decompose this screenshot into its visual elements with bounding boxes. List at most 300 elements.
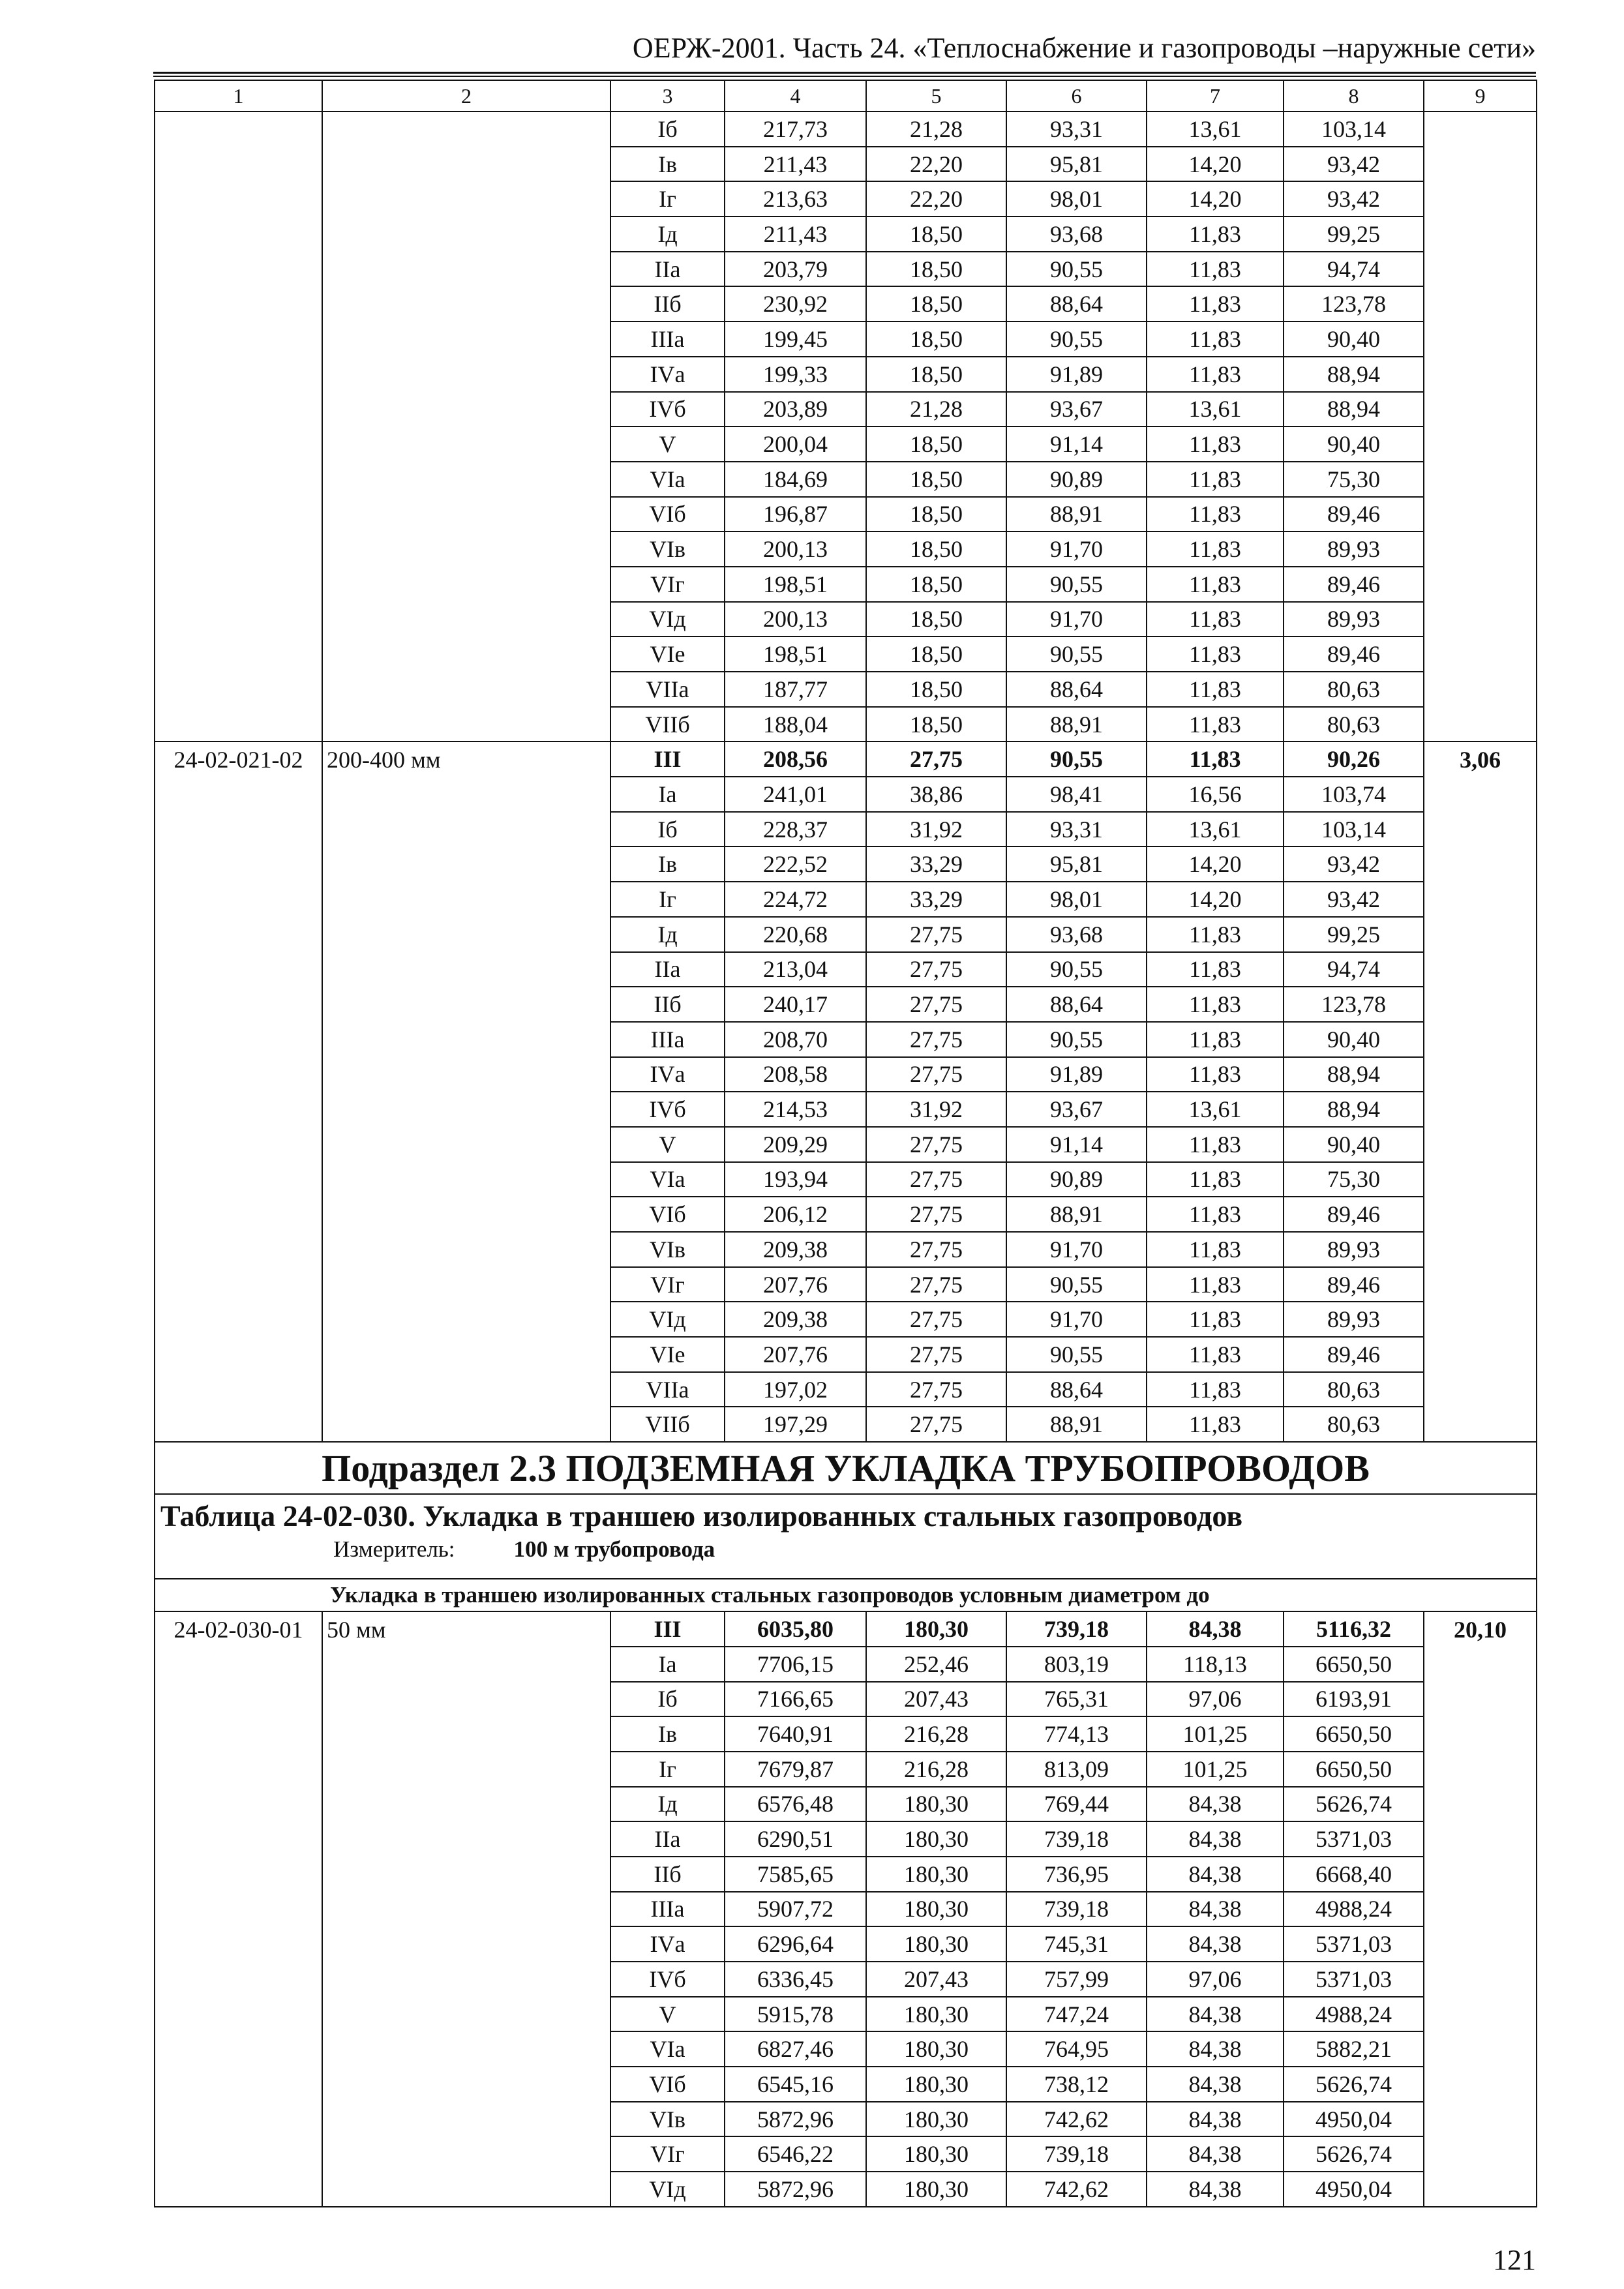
value-cell: 103,74	[1284, 777, 1424, 812]
value-cell: 84,38	[1147, 2136, 1284, 2172]
value-cell: 27,75	[866, 987, 1006, 1022]
value-cell: 98,41	[1006, 777, 1147, 812]
header-rule	[153, 72, 1536, 77]
value-cell: 93,42	[1284, 147, 1424, 182]
zone-cell: IIIа	[610, 1022, 725, 1057]
value-cell: 742,62	[1006, 2102, 1147, 2137]
value-cell: 11,83	[1147, 952, 1284, 987]
value-cell: 90,26	[1284, 741, 1424, 777]
value-cell: 18,50	[866, 497, 1006, 532]
value-cell: 18,50	[866, 531, 1006, 567]
value-cell: 11,83	[1147, 1057, 1284, 1092]
zone-cell: V	[610, 426, 725, 462]
rate-code-cell: 24-02-021-02	[155, 741, 322, 1442]
value-cell: 27,75	[866, 917, 1006, 952]
value-cell: 31,92	[866, 812, 1006, 847]
value-cell: 224,72	[725, 882, 866, 917]
zone-cell: VIд	[610, 1302, 725, 1337]
value-cell: 94,74	[1284, 952, 1424, 987]
value-cell: 216,28	[866, 1716, 1006, 1752]
value-cell: 89,46	[1284, 1337, 1424, 1372]
zone-cell: Iб	[610, 812, 725, 847]
value-cell: 207,43	[866, 1962, 1006, 1997]
value-cell: 90,55	[1006, 322, 1147, 357]
value-cell: 91,70	[1006, 531, 1147, 567]
value-cell: 27,75	[866, 1232, 1006, 1267]
value-cell: 99,25	[1284, 917, 1424, 952]
zone-cell: IVа	[610, 1926, 725, 1962]
value-cell: 5371,03	[1284, 1962, 1424, 1997]
value-cell: 6290,51	[725, 1821, 866, 1857]
zone-cell: VIа	[610, 1162, 725, 1197]
value-cell: 11,83	[1147, 741, 1284, 777]
column-number-cell: 7	[1147, 80, 1284, 112]
value-cell: 209,38	[725, 1302, 866, 1337]
value-cell: 203,89	[725, 392, 866, 427]
value-cell: 88,94	[1284, 357, 1424, 392]
value-cell: 80,63	[1284, 1372, 1424, 1407]
value-cell: 5872,96	[725, 2102, 866, 2137]
value-cell: 5872,96	[725, 2172, 866, 2207]
zone-cell: VIб	[610, 497, 725, 532]
value-cell: 4950,04	[1284, 2172, 1424, 2207]
value-cell: 197,29	[725, 1407, 866, 1442]
table-title-cell	[155, 1494, 1537, 1579]
value-cell: 180,30	[866, 1926, 1006, 1962]
value-cell: 747,24	[1006, 1997, 1147, 2032]
value-cell: 11,83	[1147, 426, 1284, 462]
value-cell: 90,40	[1284, 1127, 1424, 1162]
value-cell: 84,38	[1147, 1926, 1284, 1962]
value-cell: 200,04	[725, 426, 866, 462]
value-cell: 213,04	[725, 952, 866, 987]
value-cell: 11,83	[1147, 286, 1284, 322]
value-cell: 27,75	[866, 1057, 1006, 1092]
table-row	[155, 741, 1537, 777]
zone-cell: Iг	[610, 181, 725, 217]
value-cell: 803,19	[1006, 1647, 1147, 1682]
value-cell: 84,38	[1147, 2102, 1284, 2137]
value-cell: 27,75	[866, 1022, 1006, 1057]
value-cell: 13,61	[1147, 812, 1284, 847]
zone-cell: VIе	[610, 1337, 725, 1372]
value-cell: 11,83	[1147, 672, 1284, 707]
value-cell: 89,46	[1284, 497, 1424, 532]
value-cell: 84,38	[1147, 1857, 1284, 1892]
value-cell: 252,46	[866, 1647, 1006, 1682]
value-cell: 6336,45	[725, 1962, 866, 1997]
value-cell: 5626,74	[1284, 2067, 1424, 2102]
value-cell: 94,74	[1284, 252, 1424, 287]
value-cell: 769,44	[1006, 1787, 1147, 1822]
value-cell: 241,01	[725, 777, 866, 812]
value-cell: 89,46	[1284, 636, 1424, 672]
zone-cell: Iг	[610, 1752, 725, 1787]
value-cell: 4988,24	[1284, 1997, 1424, 2032]
column-number-cell: 9	[1424, 80, 1537, 112]
value-cell: 739,18	[1006, 1821, 1147, 1857]
value-cell: 89,93	[1284, 602, 1424, 637]
value-cell: 89,46	[1284, 567, 1424, 602]
meter-value: 100 м трубопровода	[513, 1536, 715, 1563]
value-cell: 97,06	[1147, 1682, 1284, 1717]
value-cell: 21,28	[866, 392, 1006, 427]
value-cell: 97,06	[1147, 1962, 1284, 1997]
value-cell: 27,75	[866, 1337, 1006, 1372]
value-cell: 91,70	[1006, 1232, 1147, 1267]
value-cell: 180,30	[866, 2031, 1006, 2067]
zone-cell: IVа	[610, 357, 725, 392]
value-cell: 774,13	[1006, 1716, 1147, 1752]
zone-cell: V	[610, 1127, 725, 1162]
value-cell: 93,68	[1006, 917, 1147, 952]
value-cell: 80,63	[1284, 672, 1424, 707]
value-cell: 180,30	[866, 1787, 1006, 1822]
value-cell: 13,61	[1147, 1092, 1284, 1127]
value-cell: 90,55	[1006, 741, 1147, 777]
value-cell: 5626,74	[1284, 2136, 1424, 2172]
value-cell: 91,89	[1006, 1057, 1147, 1092]
zone-cell: VIв	[610, 531, 725, 567]
zone-cell: Iа	[610, 777, 725, 812]
value-cell: 84,38	[1147, 1821, 1284, 1857]
value-cell: 208,56	[725, 741, 866, 777]
group-caption-row	[155, 1579, 1537, 1611]
value-cell: 5371,03	[1284, 1926, 1424, 1962]
zone-cell: VIа	[610, 2031, 725, 2067]
subsection-title: Подраздел 2.3 ПОДЗЕМНАЯ УКЛАДКА ТРУБОПРОВОДОВ	[155, 1442, 1537, 1494]
rate-code-cell: 24-02-030-01	[155, 1611, 322, 2207]
value-cell: 91,14	[1006, 426, 1147, 462]
value-cell: 200,13	[725, 531, 866, 567]
value-cell: 123,78	[1284, 286, 1424, 322]
labor-norm-cell	[1424, 112, 1537, 741]
value-cell: 18,50	[866, 286, 1006, 322]
column-number-cell: 1	[155, 80, 322, 112]
value-cell: 6650,50	[1284, 1647, 1424, 1682]
zone-cell: VIд	[610, 602, 725, 637]
value-cell: 91,70	[1006, 1302, 1147, 1337]
value-cell: 16,56	[1147, 777, 1284, 812]
value-cell: 11,83	[1147, 1407, 1284, 1442]
value-cell: 4988,24	[1284, 1892, 1424, 1927]
table-body	[155, 80, 1537, 2207]
value-cell: 88,64	[1006, 286, 1147, 322]
value-cell: 18,50	[866, 217, 1006, 252]
column-number-cell: 4	[725, 80, 866, 112]
table-row	[155, 112, 1537, 147]
value-cell: 11,83	[1147, 1337, 1284, 1372]
zone-cell: VIа	[610, 462, 725, 497]
value-cell: 5882,21	[1284, 2031, 1424, 2067]
zone-cell: Iд	[610, 1787, 725, 1822]
value-cell: 11,83	[1147, 217, 1284, 252]
value-cell: 80,63	[1284, 1407, 1424, 1442]
value-cell: 180,30	[866, 1611, 1006, 1647]
zone-cell: VIг	[610, 2136, 725, 2172]
value-cell: 27,75	[866, 741, 1006, 777]
value-cell: 745,31	[1006, 1926, 1147, 1962]
value-cell: 18,50	[866, 462, 1006, 497]
diameter-cell: 200-400 мм	[322, 741, 610, 1442]
zone-cell: IVб	[610, 1962, 725, 1997]
value-cell: 93,67	[1006, 1092, 1147, 1127]
value-cell: 203,79	[725, 252, 866, 287]
value-cell: 88,91	[1006, 1197, 1147, 1232]
value-cell: 88,91	[1006, 707, 1147, 742]
value-cell: 123,78	[1284, 987, 1424, 1022]
value-cell: 90,89	[1006, 1162, 1147, 1197]
value-cell: 14,20	[1147, 846, 1284, 882]
value-cell: 90,55	[1006, 567, 1147, 602]
value-cell: 90,40	[1284, 322, 1424, 357]
value-cell: 88,64	[1006, 672, 1147, 707]
value-cell: 6545,16	[725, 2067, 866, 2102]
zone-cell: Iг	[610, 882, 725, 917]
value-cell: 14,20	[1147, 181, 1284, 217]
value-cell: 11,83	[1147, 531, 1284, 567]
running-header: ОЕРЖ-2001. Часть 24. «Теплоснабжение и газопроводы –наружные сети»	[632, 32, 1536, 64]
value-cell: 230,92	[725, 286, 866, 322]
value-cell: 89,93	[1284, 531, 1424, 567]
value-cell: 84,38	[1147, 1611, 1284, 1647]
value-cell: 5371,03	[1284, 1821, 1424, 1857]
value-cell: 90,40	[1284, 426, 1424, 462]
value-cell: 90,40	[1284, 1022, 1424, 1057]
meter-label: Измеритель:	[333, 1536, 455, 1563]
zone-cell: VIIа	[610, 1372, 725, 1407]
diameter-cell: 50 мм	[322, 1611, 610, 2207]
value-cell: 11,83	[1147, 252, 1284, 287]
rate-code-cell	[155, 112, 322, 741]
value-cell: 6650,50	[1284, 1716, 1424, 1752]
value-cell: 184,69	[725, 462, 866, 497]
zone-cell: IVб	[610, 1092, 725, 1127]
zone-cell: Iв	[610, 846, 725, 882]
value-cell: 93,42	[1284, 882, 1424, 917]
zone-cell: VIв	[610, 1232, 725, 1267]
value-cell: 180,30	[866, 2136, 1006, 2172]
value-cell: 211,43	[725, 217, 866, 252]
value-cell: 11,83	[1147, 987, 1284, 1022]
value-cell: 199,45	[725, 322, 866, 357]
value-cell: 240,17	[725, 987, 866, 1022]
value-cell: 199,33	[725, 357, 866, 392]
value-cell: 89,46	[1284, 1197, 1424, 1232]
value-cell: 207,43	[866, 1682, 1006, 1717]
value-cell: 93,42	[1284, 846, 1424, 882]
value-cell: 180,30	[866, 1857, 1006, 1892]
value-cell: 6296,64	[725, 1926, 866, 1962]
value-cell: 198,51	[725, 636, 866, 672]
value-cell: 209,38	[725, 1232, 866, 1267]
value-cell: 742,62	[1006, 2172, 1147, 2207]
value-cell: 89,93	[1284, 1232, 1424, 1267]
value-cell: 220,68	[725, 917, 866, 952]
value-cell: 21,28	[866, 112, 1006, 147]
value-cell: 88,64	[1006, 1372, 1147, 1407]
value-cell: 11,83	[1147, 1372, 1284, 1407]
table-row	[155, 1611, 1537, 1647]
zone-cell: IIа	[610, 952, 725, 987]
value-cell: 11,83	[1147, 1127, 1284, 1162]
zone-cell: IIа	[610, 1821, 725, 1857]
value-cell: 197,02	[725, 1372, 866, 1407]
zone-cell: VIе	[610, 636, 725, 672]
zone-cell: IIб	[610, 286, 725, 322]
value-cell: 11,83	[1147, 1232, 1284, 1267]
value-cell: 764,95	[1006, 2031, 1147, 2067]
zone-cell: VIб	[610, 2067, 725, 2102]
value-cell: 207,76	[725, 1267, 866, 1302]
value-cell: 765,31	[1006, 1682, 1147, 1717]
value-cell: 228,37	[725, 812, 866, 847]
zone-cell: Iв	[610, 147, 725, 182]
value-cell: 7166,65	[725, 1682, 866, 1717]
value-cell: 118,13	[1147, 1647, 1284, 1682]
zone-cell: VIв	[610, 2102, 725, 2137]
value-cell: 7706,15	[725, 1647, 866, 1682]
value-cell: 739,18	[1006, 2136, 1147, 2172]
zone-cell: VIд	[610, 2172, 725, 2207]
value-cell: 5116,32	[1284, 1611, 1424, 1647]
zone-cell: Iб	[610, 112, 725, 147]
value-cell: 22,20	[866, 147, 1006, 182]
value-cell: 84,38	[1147, 1787, 1284, 1822]
value-cell: 90,55	[1006, 252, 1147, 287]
value-cell: 6546,22	[725, 2136, 866, 2172]
zone-cell: VIIб	[610, 707, 725, 742]
value-cell: 98,01	[1006, 882, 1147, 917]
value-cell: 11,83	[1147, 1197, 1284, 1232]
value-cell: 200,13	[725, 602, 866, 637]
value-cell: 213,63	[725, 181, 866, 217]
value-cell: 739,18	[1006, 1611, 1147, 1647]
zone-cell: IVа	[610, 1057, 725, 1092]
value-cell: 22,20	[866, 181, 1006, 217]
zone-cell: VIIб	[610, 1407, 725, 1442]
zone-cell: Iа	[610, 1647, 725, 1682]
value-cell: 5915,78	[725, 1997, 866, 2032]
value-cell: 90,55	[1006, 1022, 1147, 1057]
value-cell: 91,14	[1006, 1127, 1147, 1162]
subsection-row	[155, 1442, 1537, 1494]
value-cell: 222,52	[725, 846, 866, 882]
value-cell: 88,91	[1006, 497, 1147, 532]
value-cell: 13,61	[1147, 392, 1284, 427]
value-cell: 11,83	[1147, 567, 1284, 602]
column-number-cell: 3	[610, 80, 725, 112]
value-cell: 738,12	[1006, 2067, 1147, 2102]
value-cell: 11,83	[1147, 917, 1284, 952]
zone-cell: III	[610, 741, 725, 777]
zone-cell: Iд	[610, 917, 725, 952]
value-cell: 93,67	[1006, 392, 1147, 427]
value-cell: 27,75	[866, 1372, 1006, 1407]
value-cell: 188,04	[725, 707, 866, 742]
value-cell: 11,83	[1147, 357, 1284, 392]
value-cell: 84,38	[1147, 2172, 1284, 2207]
value-cell: 193,94	[725, 1162, 866, 1197]
value-cell: 93,68	[1006, 217, 1147, 252]
zone-cell: Iв	[610, 1716, 725, 1752]
value-cell: 6668,40	[1284, 1857, 1424, 1892]
zone-cell: IVб	[610, 392, 725, 427]
value-cell: 217,73	[725, 112, 866, 147]
table-title-row	[155, 1494, 1537, 1579]
value-cell: 198,51	[725, 567, 866, 602]
column-number-cell: 8	[1284, 80, 1424, 112]
value-cell: 98,01	[1006, 181, 1147, 217]
value-cell: 95,81	[1006, 846, 1147, 882]
value-cell: 95,81	[1006, 147, 1147, 182]
value-cell: 180,30	[866, 1892, 1006, 1927]
zone-cell: IIа	[610, 252, 725, 287]
value-cell: 180,30	[866, 1821, 1006, 1857]
column-number-row	[155, 80, 1537, 112]
value-cell: 757,99	[1006, 1962, 1147, 1997]
value-cell: 214,53	[725, 1092, 866, 1127]
value-cell: 11,83	[1147, 1162, 1284, 1197]
zone-cell: Iд	[610, 217, 725, 252]
value-cell: 11,83	[1147, 497, 1284, 532]
value-cell: 88,94	[1284, 392, 1424, 427]
diameter-cell	[322, 112, 610, 741]
value-cell: 7679,87	[725, 1752, 866, 1787]
value-cell: 11,83	[1147, 1267, 1284, 1302]
value-cell: 91,89	[1006, 357, 1147, 392]
value-cell: 11,83	[1147, 322, 1284, 357]
value-cell: 33,29	[866, 846, 1006, 882]
column-number-cell: 2	[322, 80, 610, 112]
value-cell: 7585,65	[725, 1857, 866, 1892]
value-cell: 6650,50	[1284, 1752, 1424, 1787]
value-cell: 208,70	[725, 1022, 866, 1057]
value-cell: 207,76	[725, 1337, 866, 1372]
value-cell: 84,38	[1147, 2067, 1284, 2102]
zone-cell: IIIа	[610, 322, 725, 357]
value-cell: 187,77	[725, 672, 866, 707]
value-cell: 27,75	[866, 1127, 1006, 1162]
table-title: Таблица 24-02-030. Укладка в траншею изолированных стальных газопроводов	[160, 1499, 1243, 1533]
value-cell: 7640,91	[725, 1716, 866, 1752]
value-cell: 27,75	[866, 1302, 1006, 1337]
value-cell: 93,31	[1006, 112, 1147, 147]
value-cell: 80,63	[1284, 707, 1424, 742]
zone-cell: VIIа	[610, 672, 725, 707]
zone-cell: VIг	[610, 567, 725, 602]
value-cell: 18,50	[866, 602, 1006, 637]
value-cell: 75,30	[1284, 1162, 1424, 1197]
zone-cell: IIб	[610, 987, 725, 1022]
value-cell: 93,31	[1006, 812, 1147, 847]
value-cell: 88,91	[1006, 1407, 1147, 1442]
value-cell: 211,43	[725, 147, 866, 182]
value-cell: 88,94	[1284, 1092, 1424, 1127]
value-cell: 18,50	[866, 636, 1006, 672]
value-cell: 11,83	[1147, 1022, 1284, 1057]
value-cell: 84,38	[1147, 1892, 1284, 1927]
value-cell: 33,29	[866, 882, 1006, 917]
value-cell: 11,83	[1147, 1302, 1284, 1337]
value-cell: 180,30	[866, 2067, 1006, 2102]
value-cell: 88,94	[1284, 1057, 1424, 1092]
value-cell: 27,75	[866, 1197, 1006, 1232]
value-cell: 75,30	[1284, 462, 1424, 497]
rates-table	[154, 80, 1537, 2207]
value-cell: 6035,80	[725, 1611, 866, 1647]
value-cell: 206,12	[725, 1197, 866, 1232]
